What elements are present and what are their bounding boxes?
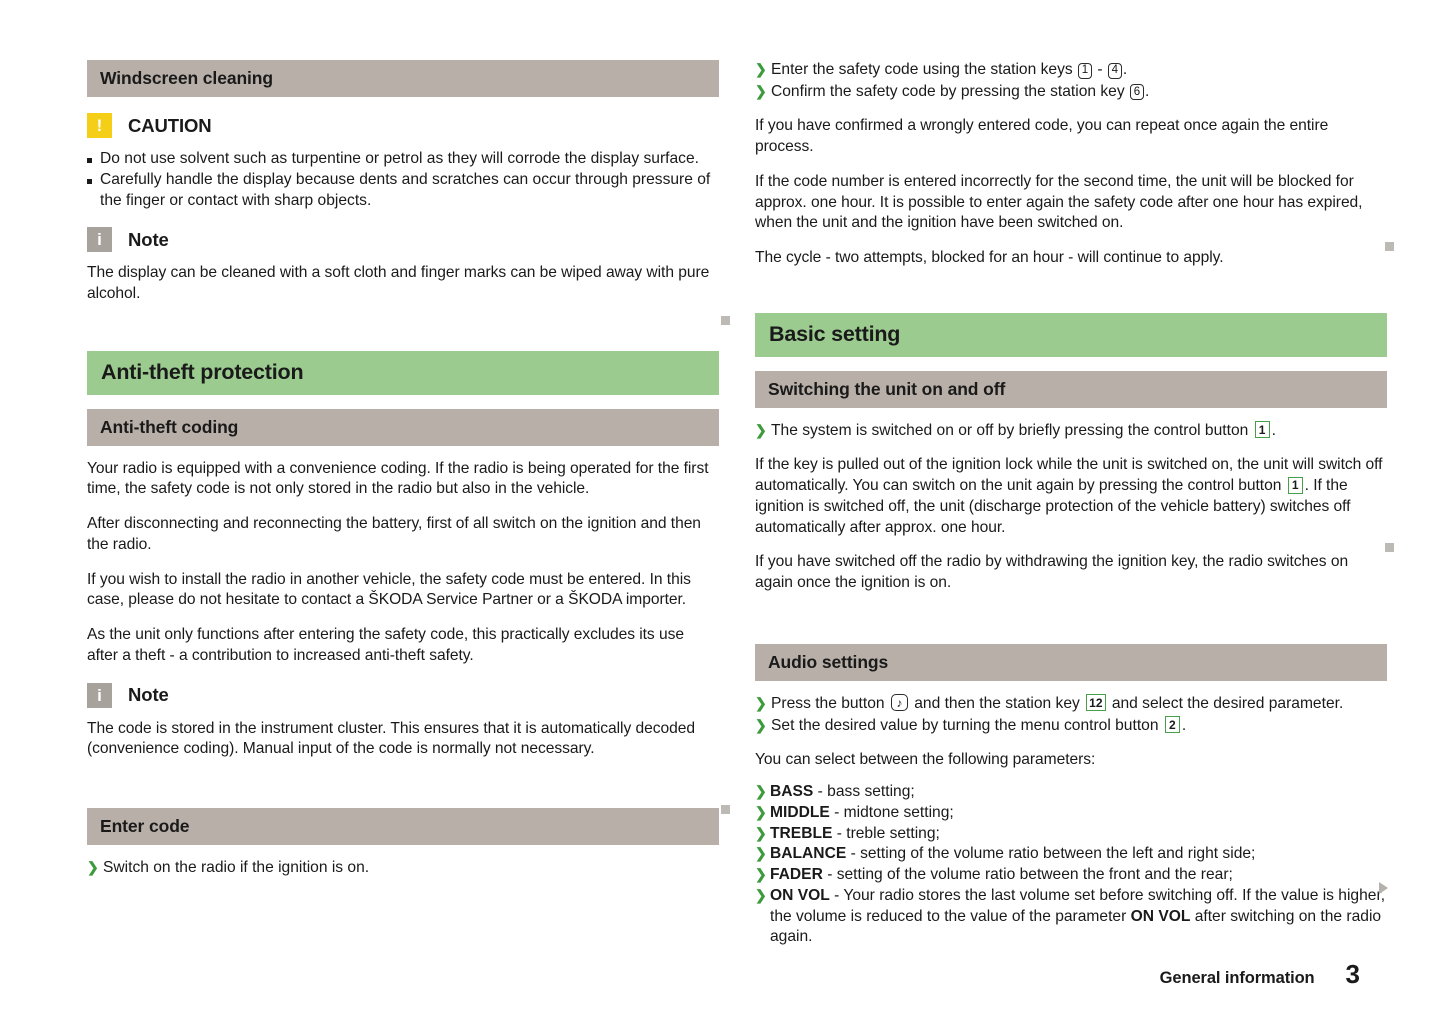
subheading-anti-theft-coding: Anti-theft coding	[87, 409, 719, 446]
audio-parameter-list	[755, 782, 1387, 948]
paragraph: If the code number is entered incorrectly for the second time, the unit will be blocked for approx. one hour. It is possible to enter again the safety code after one hour has expired, when the unit and the ignition have been switched on.	[755, 172, 1363, 232]
note-text: The display can be cleaned with a soft cloth and finger marks can be wiped away with pure alcohol.	[87, 264, 710, 303]
step-text-before: Set the desired value by turning the menu control button	[771, 716, 1163, 734]
parameter-item	[755, 803, 1387, 824]
caution-callout-header	[87, 113, 719, 138]
step-item	[755, 82, 1387, 103]
parameter-item	[755, 886, 1387, 948]
switching-step-list	[755, 421, 1387, 442]
step-text-after: .	[1144, 82, 1150, 100]
caution-title: CAUTION	[128, 114, 212, 136]
paragraph: As the unit only functions after entering the safety code, this practically excludes its use after a theft - a contribution to increased anti-theft safety.	[87, 626, 684, 664]
parameter-name: TREBLE	[770, 824, 833, 842]
right-column	[755, 60, 1387, 962]
note-text: The code is stored in the instrument cluster. This ensures that it is automatically decoded (convenience coding). Manual input of the code is normally not necessary.	[87, 719, 695, 758]
chevron-right-icon: ❯	[87, 859, 99, 876]
step-item	[755, 694, 1387, 715]
paragraph: If you have confirmed a wrongly entered code, you can repeat once again the entire process.	[755, 117, 1329, 156]
control-button-1-ref: 1	[1288, 477, 1303, 494]
paragraph: If you have switched off the radio by withdrawing the ignition key, the radio switches on again once the ignition is on.	[755, 553, 1349, 592]
step-text-after: and select the desired parameter.	[1107, 694, 1344, 712]
menu-control-button-2-ref: 2	[1165, 716, 1180, 733]
continuation-marker-icon	[1379, 882, 1388, 894]
chevron-right-icon: ❯	[755, 886, 767, 903]
paragraph-with-key-ref	[755, 455, 1387, 538]
paragraph: After disconnecting and reconnecting the battery, first of all switch on the ignition and then the radio.	[87, 515, 701, 553]
info-icon: i	[87, 683, 112, 708]
exclamation-icon: !	[87, 113, 112, 138]
note-title: Note	[128, 684, 169, 706]
footer-section-label: General information	[1159, 969, 1315, 987]
step-text-before: Enter the safety code using the station keys	[771, 61, 1077, 78]
parameter-name: ON VOL	[770, 886, 830, 904]
audio-step-list	[755, 694, 1387, 736]
paragraph: If you wish to install the radio in another vehicle, the safety code must be entered. In this case, please do not hesitate to contact a ŠKODA Service Partner or a ŠKODA importer.	[87, 570, 691, 609]
step-item	[755, 60, 1387, 81]
parameter-name: MIDDLE	[770, 803, 830, 821]
paragraph-part-2: . If the ignition is switched off, the unit (discharge protection of the vehicle battery) switches off automatically after approx. one hour.	[755, 477, 1351, 536]
margin-marker-square	[721, 316, 730, 325]
step-text-after: .	[1181, 716, 1187, 734]
caution-item: Do not use solvent such as turpentine or petrol as they will corrode the display surface.	[87, 149, 719, 170]
caution-item: Carefully handle the display because dents and scratches can occur through pressure of the finger or contact with sharp objects.	[87, 170, 719, 211]
station-key-1-ref: 1	[1078, 63, 1092, 79]
note-title: Note	[128, 228, 169, 250]
step-item	[755, 716, 1387, 737]
step-text: Switch on the radio if the ignition is on.	[103, 859, 370, 877]
margin-marker-square	[721, 805, 730, 814]
page-footer	[1160, 959, 1360, 990]
parameter-item	[755, 865, 1387, 886]
paragraph: Your radio is equipped with a convenience coding. If the radio is being operated for the first time, the safety code is not only stored in the radio but also in the vehicle.	[87, 459, 709, 498]
chevron-right-icon: ❯	[755, 694, 767, 711]
parameter-name: BASS	[770, 783, 814, 801]
step-text-middle: and then the station key	[909, 694, 1085, 712]
subheading-audio-settings: Audio settings	[755, 644, 1387, 681]
chevron-right-icon: ❯	[755, 845, 767, 862]
parameter-desc: - setting of the volume ratio between the front and the rear;	[822, 866, 1233, 884]
chevron-right-icon: ❯	[755, 803, 767, 820]
heading-basic-setting: Basic setting	[755, 313, 1387, 357]
control-button-1-ref: 1	[1255, 421, 1270, 438]
parameter-emphasis: ON VOL	[1130, 907, 1191, 925]
note-callout-header	[87, 227, 719, 252]
parameter-item	[755, 782, 1387, 803]
chevron-right-icon: ❯	[755, 783, 767, 800]
chevron-right-icon: ❯	[755, 716, 767, 733]
music-note-icon: ♪	[891, 694, 908, 711]
parameter-desc: - bass setting;	[813, 783, 915, 801]
subheading-enter-code: Enter code	[87, 808, 719, 845]
step-item	[87, 858, 719, 879]
parameter-desc: - treble setting;	[832, 824, 940, 842]
parameter-desc: - midtone setting;	[829, 803, 954, 821]
step-text-before: Confirm the safety code by pressing the station key	[771, 82, 1129, 100]
chevron-right-icon: ❯	[755, 824, 767, 841]
parameters-intro: You can select between the following parameters:	[755, 751, 1096, 769]
info-icon: i	[87, 227, 112, 252]
step-item	[755, 421, 1387, 442]
parameter-desc: - setting of the volume ratio between the left and right side;	[846, 845, 1256, 863]
step-text-before: The system is switched on or off by briefly pressing the control button	[771, 421, 1253, 439]
step-text-middle: -	[1093, 61, 1107, 78]
left-column	[87, 60, 719, 893]
margin-marker-square	[1385, 543, 1394, 552]
parameter-desc-part-2: after switching on the radio again.	[770, 907, 1382, 946]
parameter-name: FADER	[770, 866, 823, 884]
step-text-before: Press the button	[771, 694, 889, 712]
step-text-after: .	[1271, 421, 1276, 439]
parameter-item	[755, 844, 1387, 865]
chevron-right-icon: ❯	[755, 61, 767, 77]
chevron-right-icon: ❯	[755, 866, 767, 883]
parameter-desc-part-1: - Your radio stores the last volume set before switching off. If the value is higher, the volume is reduced to the value of the parameter	[770, 886, 1386, 925]
step-text-after: .	[1122, 61, 1128, 78]
chevron-right-icon: ❯	[755, 82, 767, 99]
chevron-right-icon: ❯	[755, 421, 767, 438]
paragraph-part-1: If the key is pulled out of the ignition lock while the unit is switched on, the unit will switch off automatically. You can switch on the unit again by pressing the control button	[755, 456, 1383, 495]
margin-marker-square	[1385, 242, 1394, 251]
note-callout-header	[87, 683, 719, 708]
parameter-item	[755, 824, 1387, 845]
enter-code-continued-step-list	[755, 60, 1387, 102]
subheading-switching-unit-on-off: Switching the unit on and off	[755, 371, 1387, 408]
enter-code-step-list	[87, 858, 719, 879]
footer-page-number: 3	[1345, 959, 1360, 989]
station-key-4-ref: 4	[1108, 63, 1122, 79]
station-key-12-ref: 12	[1086, 694, 1105, 711]
parameter-name: BALANCE	[770, 845, 847, 863]
subheading-windscreen-cleaning: Windscreen cleaning	[87, 60, 719, 97]
caution-item-list	[87, 149, 719, 211]
heading-anti-theft-protection: Anti-theft protection	[87, 351, 719, 395]
station-key-6-ref: 6	[1130, 84, 1144, 100]
paragraph: The cycle - two attempts, blocked for an hour - will continue to apply.	[755, 249, 1224, 267]
